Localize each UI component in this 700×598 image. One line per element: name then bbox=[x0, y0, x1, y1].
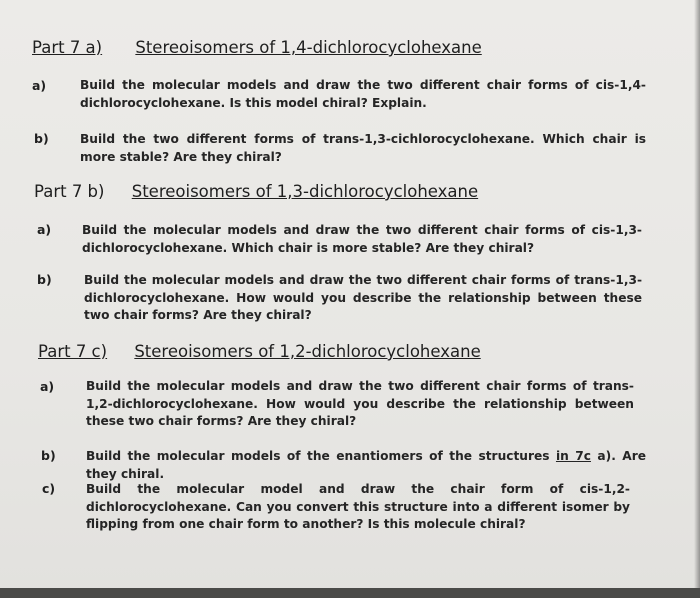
question-label: a) bbox=[37, 222, 52, 237]
question-text: Build the two different forms of trans-1,3-cichlorocyclohexane. Which chair is more stable? Are they chiral? bbox=[80, 132, 646, 164]
part-label: Part 7 c) bbox=[38, 342, 108, 361]
page-edge-shadow bbox=[694, 0, 700, 598]
section-heading-7b bbox=[34, 182, 478, 201]
question-label: c) bbox=[42, 481, 56, 496]
question-text: Build the molecular model and draw the chair form of cis-1,2-dichlorocyclohexane. Can you convert this structure into a different isomer by flipping from one chair form to another? Is this molecule chiral? bbox=[86, 482, 630, 531]
question-label: b) bbox=[37, 272, 52, 287]
question-label: a) bbox=[32, 78, 47, 93]
question-label: b) bbox=[41, 448, 56, 463]
question-text bbox=[86, 448, 646, 483]
section-title: Stereoisomers of 1,4-dichlorocyclohexane bbox=[135, 38, 482, 57]
question-text-part: Build the molecular models of the enantiomers of the structures bbox=[86, 449, 556, 463]
question-text-part: a). Are they chiral. bbox=[86, 449, 646, 481]
part-label: Part 7 b) bbox=[34, 182, 105, 201]
question-label: a) bbox=[40, 379, 55, 394]
page-bottom-edge bbox=[0, 588, 700, 598]
question-link-text: in 7c bbox=[555, 449, 591, 463]
question-text: Build the molecular models and draw the two different chair forms of trans-1,2-dichlorocyclohexane. How would you describe the relationship between these two chair forms? Are they chiral? bbox=[86, 379, 634, 428]
section-heading-7c bbox=[38, 342, 481, 361]
part-label: Part 7 a) bbox=[32, 38, 103, 57]
question-text: Build the molecular models and draw the two different chair forms of trans-1,3-dichlorocyclohexane. How would you describe the relationship between these two chair forms? Are they chiral? bbox=[84, 273, 642, 322]
question-text: Build the molecular models and draw the two different chair forms of cis-1,4-dichlorocyclohexane. Is this model chiral? Explain. bbox=[80, 78, 646, 110]
question-text: Build the molecular models and draw the two different chair forms of cis-1,3-dichlorocyclohexane. Which chair is more stable? Are they chiral? bbox=[82, 223, 642, 255]
section-title: Stereoisomers of 1,2-dichlorocyclohexane bbox=[134, 342, 481, 361]
question-label: b) bbox=[34, 131, 49, 146]
section-title: Stereoisomers of 1,3-dichlorocyclohexane bbox=[131, 182, 479, 201]
section-heading-7a bbox=[32, 38, 482, 57]
